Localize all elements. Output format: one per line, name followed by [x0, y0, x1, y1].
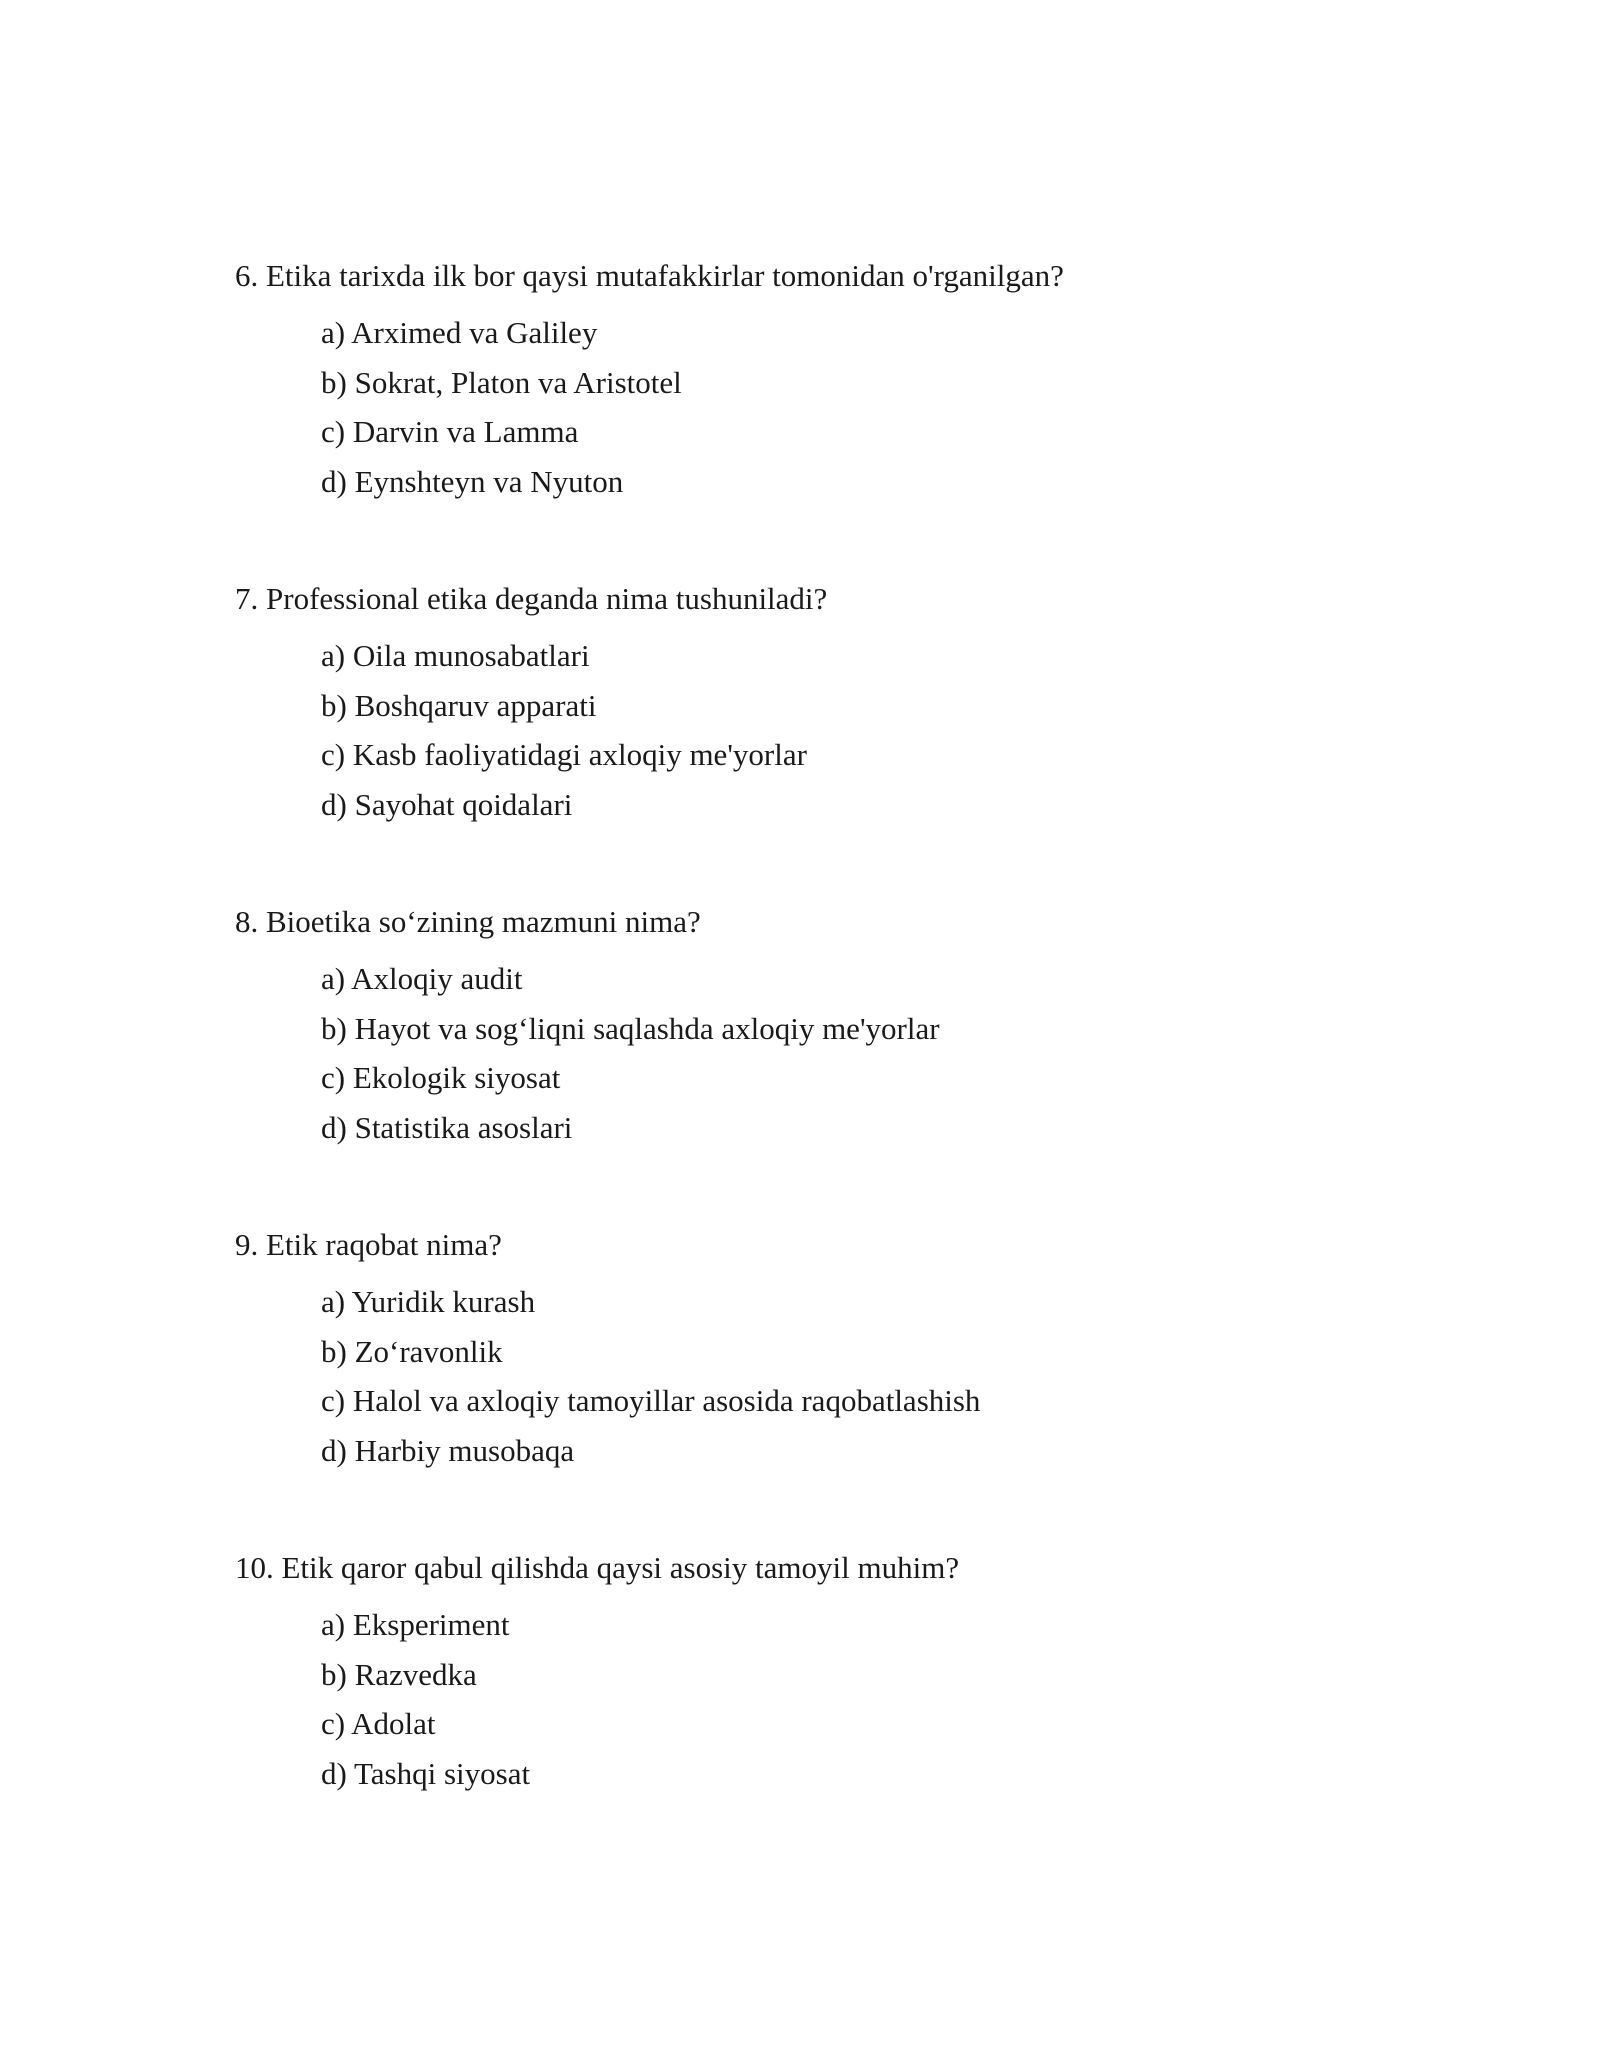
option-a: a) Oila munosabatlari — [321, 638, 590, 673]
answer-options — [235, 1282, 1435, 1480]
option-b: b) Razvedka — [321, 1656, 477, 1692]
option-c: c) Darvin va Lamma — [321, 414, 579, 449]
option-d: d) Harbiy musobaqa — [321, 1432, 575, 1468]
option-b: b) Boshqaruv apparati — [321, 687, 597, 723]
question-10 — [235, 1548, 1435, 1803]
question-9 — [235, 1225, 1435, 1480]
question-6 — [235, 256, 1435, 511]
option-a: a) Yuridik kurash — [321, 1284, 536, 1319]
option-d: d) Tashqi siyosat — [321, 1755, 531, 1791]
option-c: c) Adolat — [321, 1706, 436, 1741]
answer-options — [235, 1605, 1435, 1803]
option-d: d) Eynshteyn va Nyuton — [321, 463, 624, 499]
answer-options — [235, 636, 1435, 834]
option-a: a) Eksperiment — [321, 1607, 510, 1642]
option-b: b) Hayot va sog‘liqni saqlashda axloqiy me'yorlar — [321, 1010, 940, 1046]
option-c: c) Ekologik siyosat — [321, 1060, 561, 1095]
question-7 — [235, 579, 1435, 834]
option-d: d) Statistika asoslari — [321, 1109, 573, 1145]
answer-options — [235, 959, 1435, 1157]
option-a: a) Arximed va Galiley — [321, 315, 598, 350]
option-b: b) Sokrat, Platon va Aristotel — [321, 364, 682, 400]
option-a: a) Axloqiy audit — [321, 961, 523, 996]
question-8 — [235, 902, 1435, 1157]
option-c: c) Kasb faoliyatidagi axloqiy me'yorlar — [321, 737, 807, 772]
question-text: 6. Etika tarixda ilk bor qaysi mutafakkirlar tomonidan o'rganilgan? — [235, 258, 1064, 293]
question-text: 10. Etik qaror qabul qilishda qaysi asosiy tamoyil muhim? — [235, 1550, 960, 1585]
answer-options — [235, 313, 1435, 511]
question-text: 9. Etik raqobat nima? — [235, 1227, 502, 1262]
option-d: d) Sayohat qoidalari — [321, 786, 573, 822]
option-b: b) Zo‘ravonlik — [321, 1333, 503, 1369]
question-text: 8. Bioetika so‘zining mazmuni nima? — [235, 904, 701, 939]
question-text: 7. Professional etika deganda nima tushuniladi? — [235, 581, 828, 616]
option-c: c) Halol va axloqiy tamoyillar asosida raqobatlashish — [321, 1383, 981, 1418]
